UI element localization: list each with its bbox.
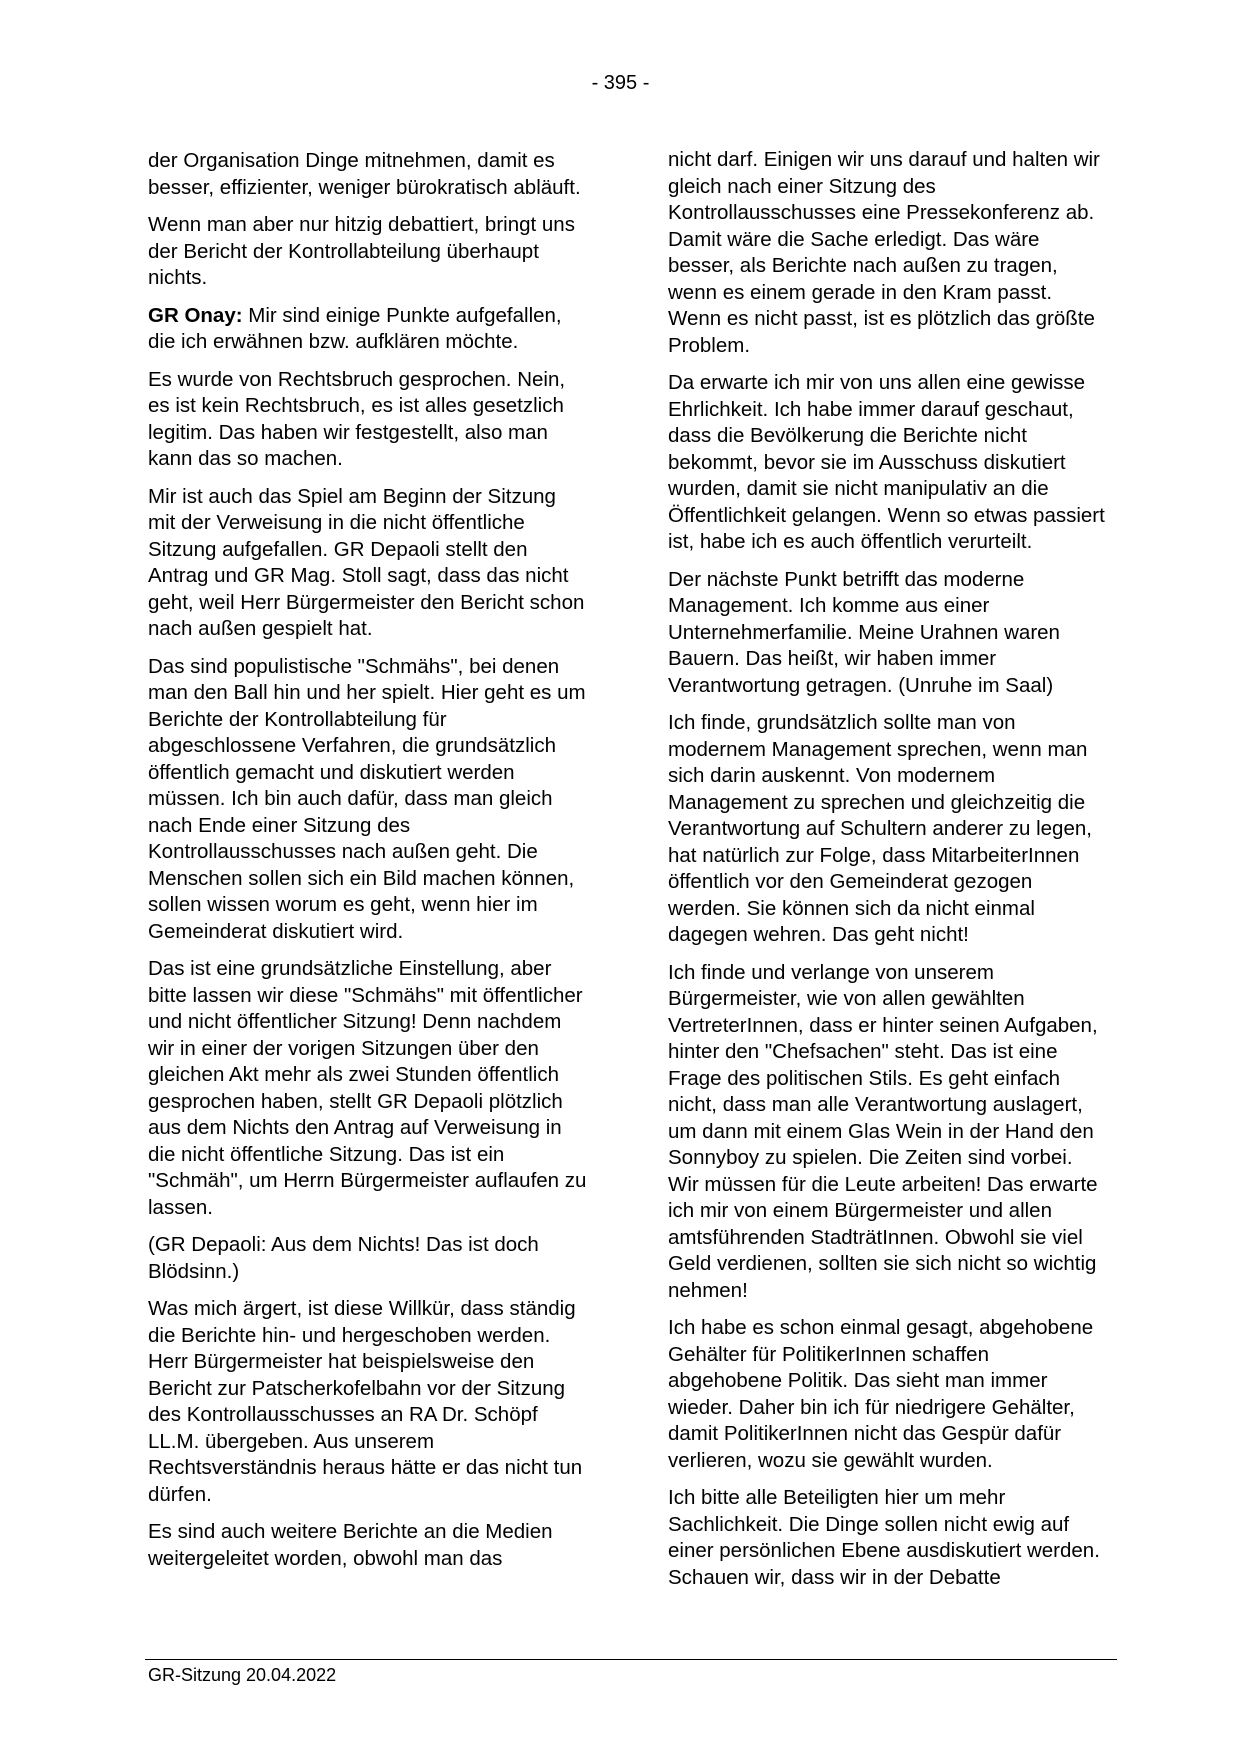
left-column bbox=[148, 148, 588, 1583]
paragraph: Das sind populistische "Schmähs", bei denen man den Ball hin und her spielt. Hier geht es um Berichte der Kontrollabteilung für abgeschlossene Verfahren, die grundsätzlich öffentlich gemacht und diskutiert werden müssen. Ich bin auch dafür, dass man gleich nach Ende einer Sitzung des Kontrollausschusses nach außen geht. Die Menschen sollen sich ein Bild machen können, sollen wissen worum es geht, wenn hier im Gemeinderat diskutiert wird. bbox=[148, 654, 586, 943]
paragraph: nicht darf. Einigen wir uns darauf und halten wir gleich nach einer Sitzung des Kontrollausschusses eine Pressekonferenz ab. Damit wäre die Sache erledigt. Das wäre besser, als Berichte nach außen zu tragen, wenn es einem gerade in den Kram passt. Wenn es nicht passt, ist es plötzlich das größte Problem. bbox=[668, 148, 1100, 357]
footer-divider bbox=[145, 1659, 1117, 1660]
paragraph-text: Mir sind einige Punkte aufgefallen, die ich erwähnen bzw. aufklären möchte. bbox=[148, 303, 562, 353]
paragraph: Der nächste Punkt betrifft das moderne Management. Ich komme aus einer Unternehmerfamilie. Meine Urahnen waren Bauern. Das heißt, wir haben immer Verantwortung getragen. (Unruhe im Saal) bbox=[668, 567, 1060, 697]
paragraph: Das ist eine grundsätzliche Einstellung, aber bitte lassen wir diese "Schmähs" mit öffentlicher und nicht öffentlicher Sitzung! Denn nachdem wir in einer der vorigen Sitzungen über den gleichen Akt mehr als zwei Stunden öffentlich gesprochen haben, stellt GR Depaoli plötzlich aus dem Nichts den Antrag auf Verweisung in die nicht öffentliche Sitzung. Das ist ein "Schmäh", um Herrn Bürgermeister auflaufen zu lassen. bbox=[148, 957, 587, 1219]
paragraph: Was mich ärgert, ist diese Willkür, dass ständig die Berichte hin- und hergeschoben werden. Herr Bürgermeister hat beispielsweise den Bericht zur Patscherkofelbahn vor der Sitzung des Kontrollausschusses an RA Dr. Schöpf LL.M. übergeben. Aus unserem Rechtsverständnis heraus hätte er das nicht tun dürfen. bbox=[148, 1297, 583, 1506]
paragraph: Ich habe es schon einmal gesagt, abgehobene Gehälter für PolitikerInnen schaffen abgehobene Politik. Das sieht man immer wieder. Daher bin ich für niedrigere Gehälter, damit PolitikerInnen nicht das Gespür dafür verlieren, wozu sie gewählt wurden. bbox=[668, 1316, 1094, 1472]
page-number: - 395 - bbox=[591, 72, 650, 94]
paragraph: Es sind auch weitere Berichte an die Medien weitergeleitet worden, obwohl man das bbox=[148, 1520, 553, 1570]
paragraph: Mir ist auch das Spiel am Beginn der Sitzung mit der Verweisung in die nicht öffentliche Sitzung aufgefallen. GR Depaoli stellt den Antrag und GR Mag. Stoll sagt, dass das nicht geht, weil Herr Bürgermeister den Bericht schon nach außen gespielt hat. bbox=[148, 484, 585, 640]
paragraph: Ich finde, grundsätzlich sollte man von modernem Management sprechen, wenn man sich darin auskennt. Von modernem Management zu sprechen und gleichzeitig die Verantwortung auf Schultern anderer zu legen, hat natürlich zur Folge, dass MitarbeiterInnen öffentlich vor den Gemeinderat gezogen werden. Sie können sich da nicht einmal dagegen wehren. Das geht nicht! bbox=[668, 711, 1092, 946]
paragraph: Da erwarte ich mir von uns allen eine gewisse Ehrlichkeit. Ich habe immer darauf geschaut, dass die Bevölkerung die Berichte nicht bekommt, bevor sie im Ausschuss diskutiert wurden, damit sie nicht manipulativ an die Öffentlichkeit gelangen. Wenn so etwas passiert ist, habe ich es auch öffentlich verurteilt. bbox=[668, 371, 1105, 553]
paragraph: Ich bitte alle Beteiligten hier um mehr Sachlichkeit. Die Dinge sollen nicht ewig auf einer persönlichen Ebene ausdiskutiert werden. Schauen wir, dass wir in der Debatte bbox=[668, 1486, 1100, 1589]
interjection: (GR Depaoli: Aus dem Nichts! Das ist doch Blödsinn.) bbox=[148, 1233, 539, 1283]
paragraph: Ich finde und verlange von unserem Bürgermeister, wie von allen gewählten VertreterInnen, dass er hinter seinen Aufgaben, hinter den "Chefsachen" steht. Das ist eine Frage des politischen Stils. Es geht einfach nicht, dass man alle Verantwortung auslagert, um dann mit einem Glas Wein in der Hand den Sonnyboy zu spielen. Die Zeiten sind vorbei. Wir müssen für die Leute arbeiten! Das erwarte ich mir von einem Bürgermeister und allen amtsführenden StadträtInnen. Obwohl sie viel Geld verdienen, sollten sie sich nicht so wichtig nehmen! bbox=[668, 960, 1098, 1302]
paragraph: Wenn man aber nur hitzig debattiert, bringt uns der Bericht der Kontrollabteilung überhaupt nichts. bbox=[148, 213, 575, 289]
footer-session-label: GR-Sitzung 20.04.2022 bbox=[148, 1665, 337, 1685]
paragraph: Es wurde von Rechtsbruch gesprochen. Nein, es ist kein Rechtsbruch, es ist alles gesetzlich legitim. Das haben wir festgestellt, also man kann das so machen. bbox=[148, 367, 566, 470]
right-column bbox=[668, 147, 1108, 1602]
paragraph bbox=[148, 303, 588, 356]
speaker-name: GR Onay: bbox=[148, 303, 243, 327]
paragraph: der Organisation Dinge mitnehmen, damit es besser, effizienter, weniger bürokratisch abläuft. bbox=[148, 149, 581, 199]
